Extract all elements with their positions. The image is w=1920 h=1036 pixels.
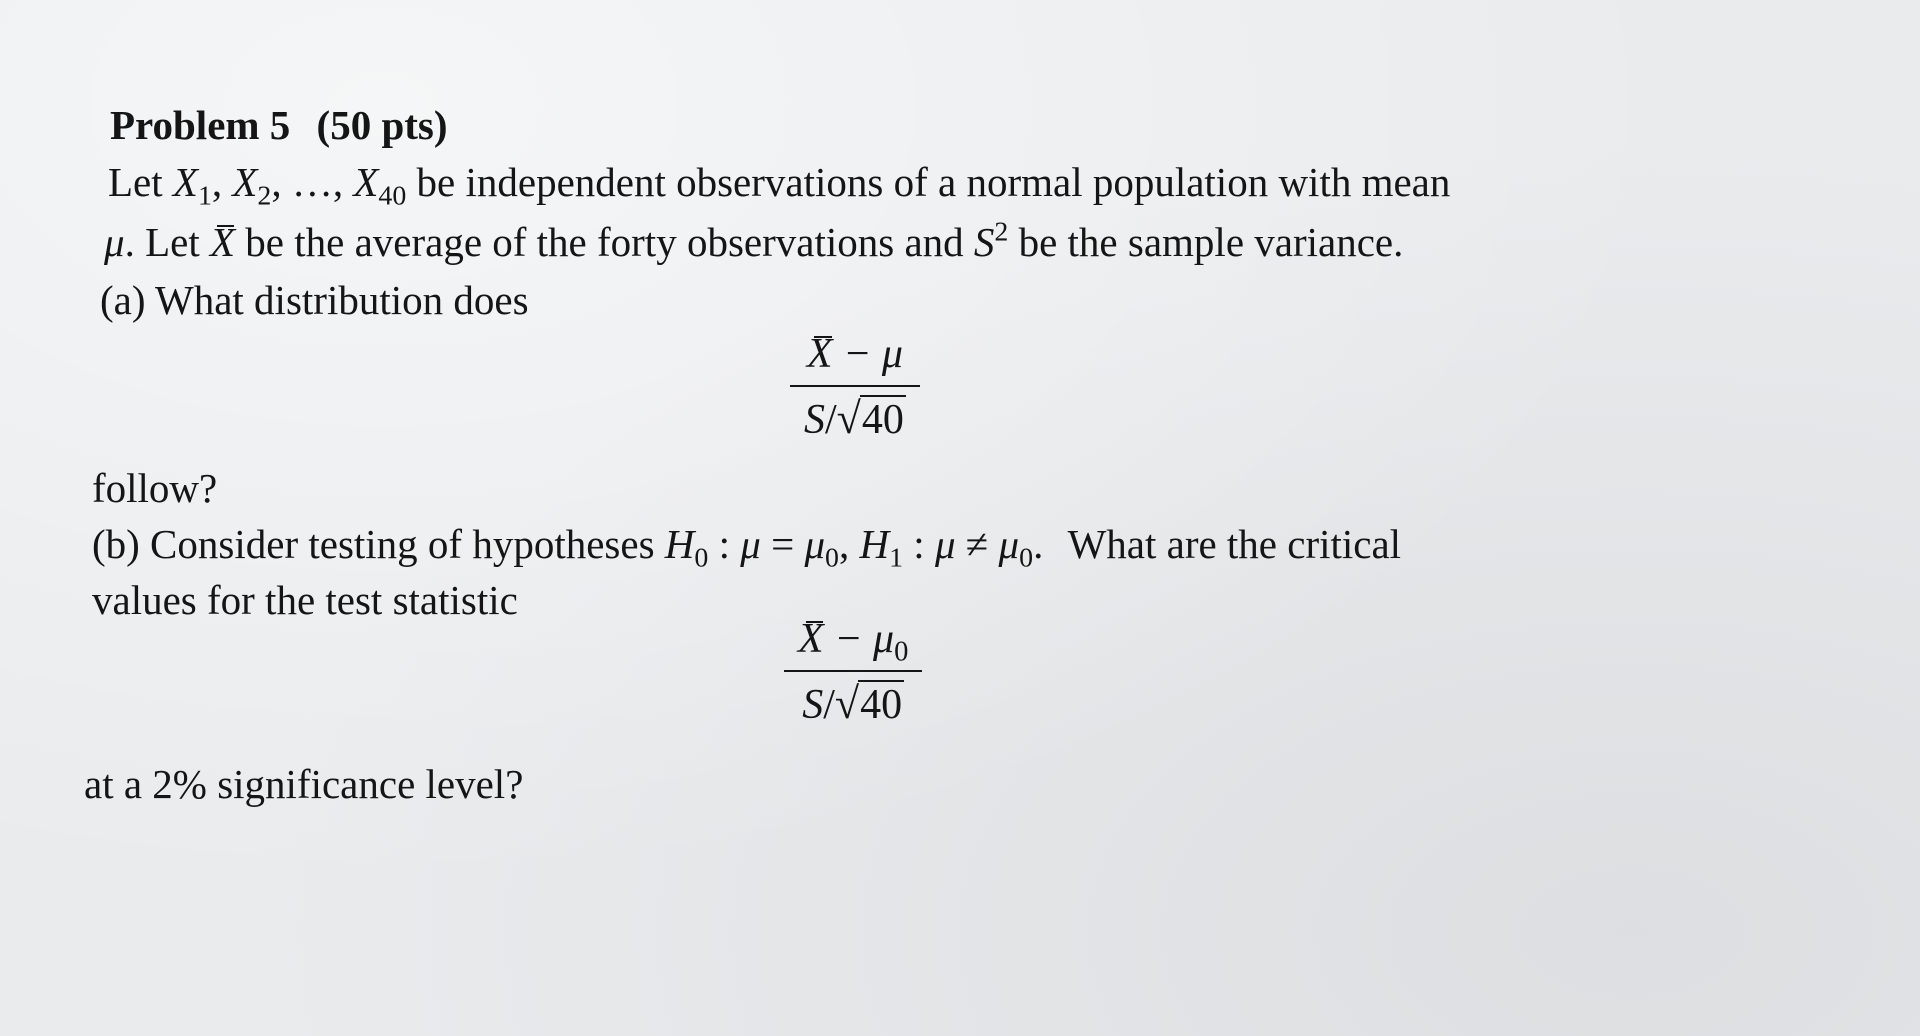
xbar-symbol: X [806,331,833,377]
problem-heading [110,102,448,148]
fraction-numerator: $X - \mu_0$ [798,616,909,668]
square-root: √ 40 [834,678,903,728]
xbar-symbol: X [209,219,236,265]
fraction-denominator: S/ √ 40 [802,678,903,728]
problem-points: (50 pts) [316,102,448,148]
part-a-fraction [790,333,920,441]
fraction-denominator: S/ √ 40 [804,393,904,443]
intro-line-2: μ. Let X be the average of the forty observations and $S^2$ be the sample variance. [104,216,1404,265]
intro-line-1: Let $X_1$, $X_2$, …, $X_{40}$ be independent observations of a normal population with mean [108,159,1451,212]
part-b-significance: at a 2% significance level? [84,761,524,807]
part-a-follow: follow? [92,465,218,511]
square-root: √ 40 [836,393,904,443]
part-a-question: (a) What distribution does [100,277,529,323]
problem-title: Problem 5 [110,102,291,148]
fraction-numerator: X − μ [806,331,903,377]
part-b-line-1: (b) Consider testing of hypotheses $H_0$ : $\mu = \mu_0$, $H_1$ : $\mu \ne \mu_0$. What are the critical [92,521,1402,574]
part-b-line-2: values for the test statistic [92,577,518,623]
xbar-symbol: X [798,616,824,662]
part-b-fraction [784,618,922,726]
